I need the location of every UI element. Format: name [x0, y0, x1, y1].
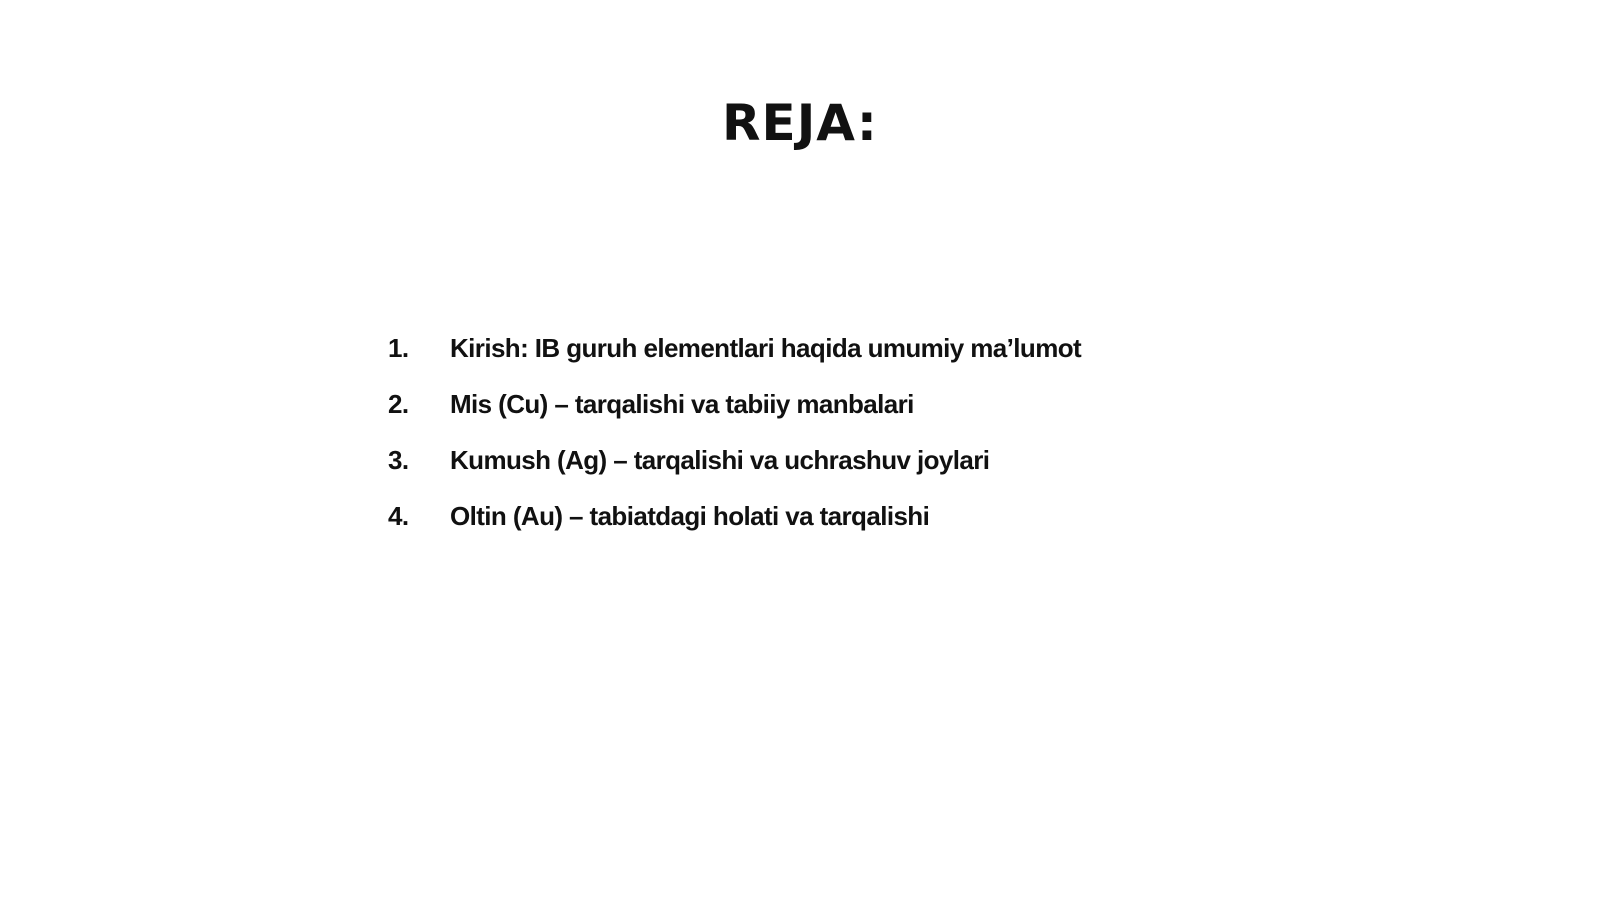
list-item: [388, 320, 1081, 376]
list-item-text: Kirish: IB guruh elementlari haqida umumiy ma’lumot: [450, 333, 1082, 363]
list-item: [388, 432, 1081, 488]
list-item-number: 3.: [388, 445, 409, 475]
list-item-number: 4.: [388, 501, 409, 531]
list-item: [388, 376, 1081, 432]
list-item-number: 2.: [388, 389, 409, 419]
plan-list: [388, 320, 1081, 544]
list-item-text: Mis (Cu) – tarqalishi va tabiiy manbalari: [450, 389, 914, 419]
list-item-text: Kumush (Ag) – tarqalishi va uchrashuv joylari: [450, 445, 990, 475]
slide-title: REJA:: [722, 94, 878, 152]
list-item-number: 1.: [388, 333, 409, 363]
list-item: [388, 488, 1081, 544]
list-item-text: Oltin (Au) – tabiatdagi holati va tarqalishi: [450, 501, 930, 531]
